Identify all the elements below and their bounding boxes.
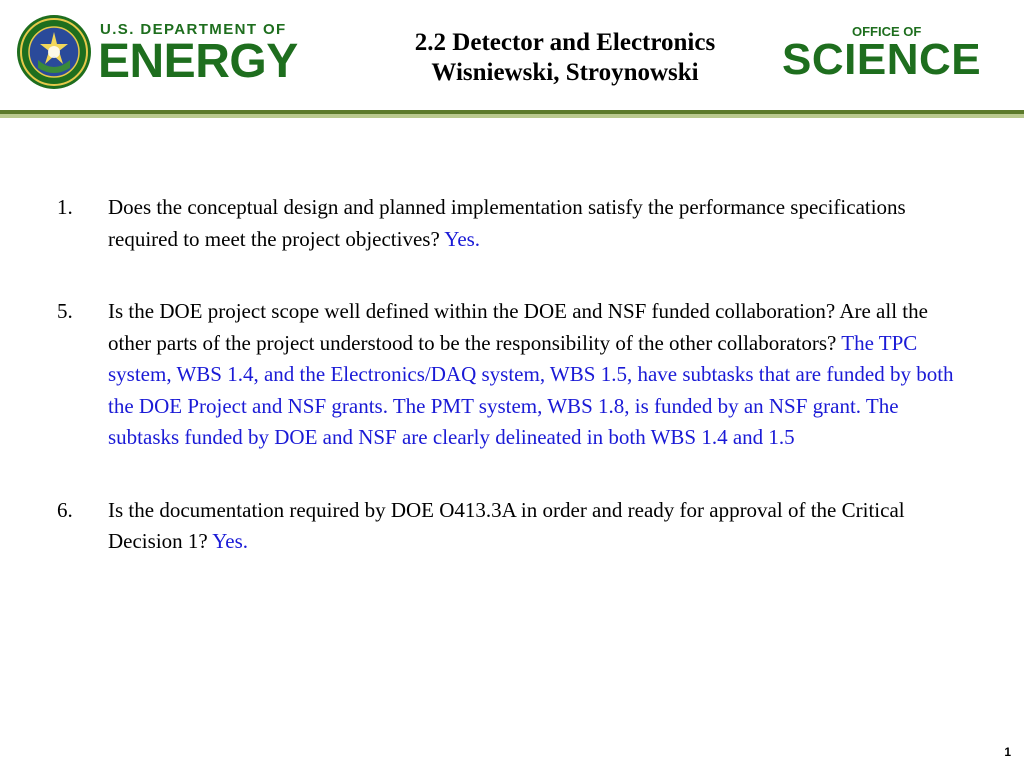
- item-number: 5.: [57, 299, 73, 323]
- item-number: 1.: [57, 195, 73, 219]
- item-answer: Yes.: [444, 226, 481, 251]
- list-item: [57, 192, 957, 255]
- slide-title-line1: 2.2 Detector and Electronics: [414, 29, 716, 56]
- doe-logo-text-line1: U.S. DEPARTMENT OF: [100, 21, 287, 38]
- page-number: 1: [1004, 745, 1011, 759]
- item-answer: Yes.: [212, 529, 249, 553]
- question-list: [57, 192, 957, 599]
- item-question: Does the conceptual design and planned implementation satisfy the performance specifications required to meet the project objectives?: [108, 195, 906, 251]
- slide-title: [360, 28, 770, 88]
- header-divider-light: [0, 114, 1024, 118]
- science-logo-text-line1: OFFICE OF: [852, 24, 922, 39]
- doe-logo-text-line2: ENERGY: [98, 35, 298, 88]
- slide-header: [0, 0, 1024, 110]
- doe-seal-icon: [16, 14, 92, 90]
- slide-title-line2: Wisniewski, Stroynowski: [431, 59, 699, 86]
- list-item: [57, 296, 957, 454]
- list-item: [57, 495, 957, 558]
- science-logo-text-line2: SCIENCE: [782, 35, 982, 84]
- item-question: Is the documentation required by DOE O413.3A in order and ready for approval of the Critical Decision 1?: [108, 497, 905, 553]
- item-number: 6.: [57, 497, 73, 522]
- item-answer: The TPC system, WBS 1.4, and the Electronics/DAQ system, WBS 1.5, have subtasks that are funded by both the DOE Project and NSF grants. The PMT system, WBS 1.8, is funded by an NSF grant. The subtasks funded by DOE and NSF are clearly delineated in both WBS 1.4 and 1.5: [108, 330, 954, 449]
- item-question: Is the DOE project scope well defined within the DOE and NSF funded collaboration? Are all the other parts of the project understood to be the responsibility of the other collaborators?: [108, 299, 928, 355]
